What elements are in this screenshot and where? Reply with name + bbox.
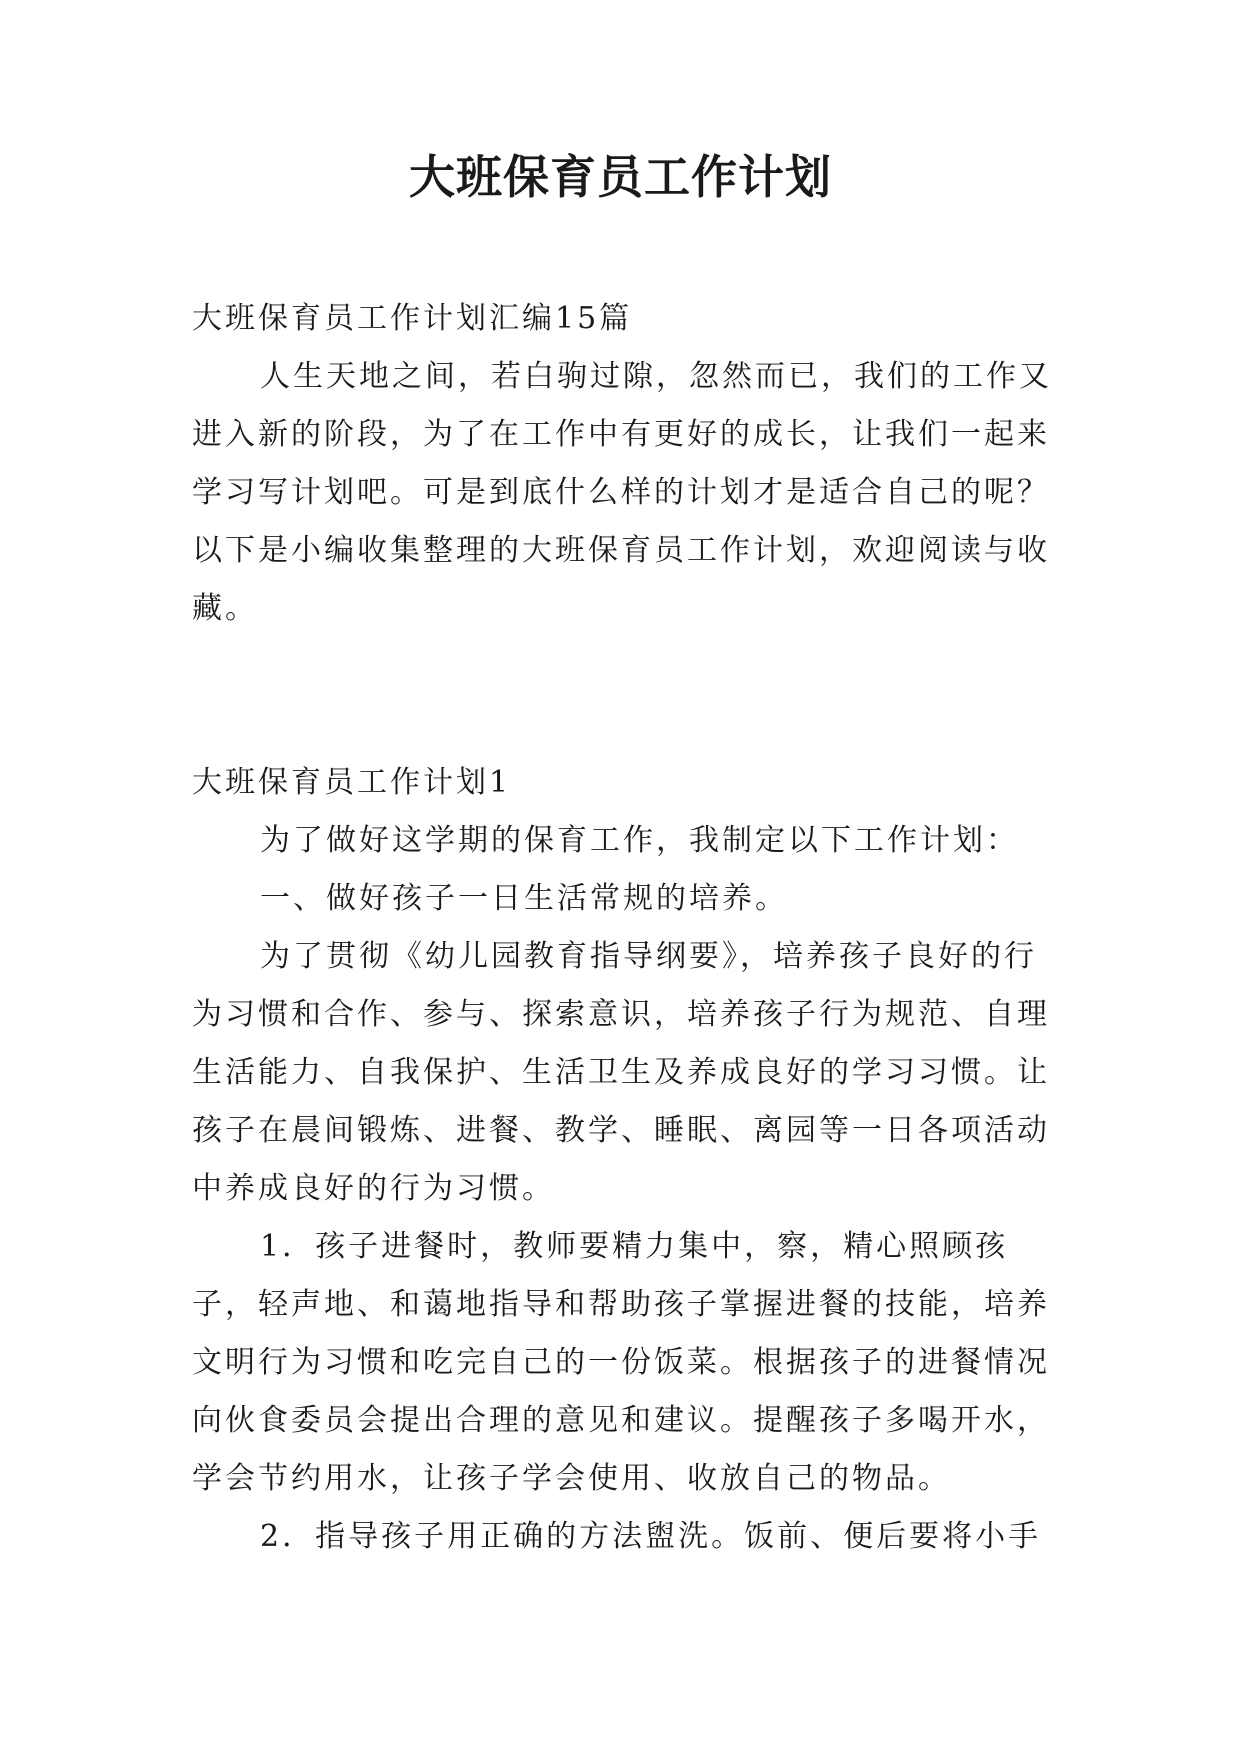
paragraph-2: 一、做好孩子一日生活常规的培养。 [260,881,788,916]
intro-paragraph: 人生天地之间，若白驹过隙，忽然而已，我们的工作又进入新的阶段，为了在工作中有更好的成长，让我们一起来学习写计划吧。可是到底什么样的计划才是适合自己的呢？以下是小编收集整理的大班保育员工作计划，欢迎阅读与收藏。 [192,359,1052,626]
section-spacer [192,638,1058,754]
paragraph-5: 2．指导孩子用正确的方法盥洗。饭前、便后要将小手 [260,1519,1042,1554]
paragraph-1: 为了做好这学期的保育工作，我制定以下工作计划： [260,823,1019,858]
section-heading: 大班保育员工作计划1 [192,765,512,800]
document-body [192,290,1058,1566]
document-title: 大班保育员工作计划 [409,150,832,204]
paragraph-3: 为了贯彻《幼儿园教育指导纲要》，培养孩子良好的行为习惯和合作、参与、探索意识，培养孩子行为规范、自理生活能力、自我保护、生活卫生及养成良好的学习习惯。让孩子在晨间锻炼、进餐、教学、睡眠、离园等一日各项活动中养成良好的行为习惯。 [192,939,1050,1206]
document-subtitle: 大班保育员工作计划汇编15篇 [192,301,633,336]
paragraph-4: 1．孩子进餐时，教师要精力集中，察，精心照顾孩子，轻声地、和蔼地指导和帮助孩子掌握进餐的技能，培养文明行为习惯和吃完自己的一份饭菜。根据孩子的进餐情况向伙食委员会提出合理的意见和建议。提醒孩子多喝开水，学会节约用水，让孩子学会使用、收放自己的物品。 [192,1229,1050,1496]
